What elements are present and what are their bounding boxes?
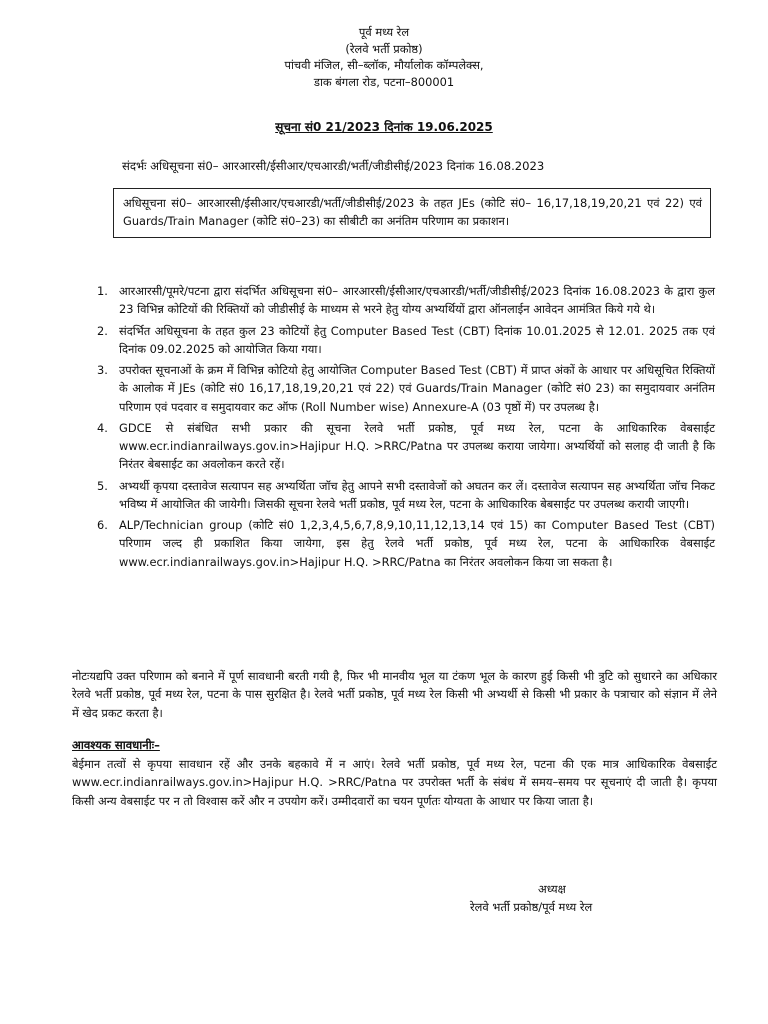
point-text: अभ्यर्थी कृपया दस्तावेज सत्यापन सह अभ्यर्थिता जॉच हेतु आपने सभी दस्तावेजों को अघतन कर लें। दस्तावेज सत्यापन सह अभ्यर्थिता जॉच निकट भविष्य में आयोजित की जायेगी। जिसकी सूचना रेलवे भर्ती प्रकोष्ठ, पूर्व मध्य रेल, पटना के आधिकारिक बेबसाईट पर उपलब्ध करायी जाएगी। [119, 478, 715, 511]
list-item [97, 477, 715, 514]
point-number: 6. [97, 518, 108, 532]
list-item [97, 282, 715, 319]
subject-text: अधिसूचना सं0– आरआरसी/ईसीआर/एचआरडी/भर्ती/जीडीसीई/2023 के तहत JEs (कोटि सं0– 16,17,18,19,20,21 एवं 22) एवं Guards/Train Manager (कोटि सं0–23) का सीबीटी का अनंतिम परिणाम का प्रकाशन। [123, 196, 702, 228]
list-item [97, 361, 715, 416]
point-number: 5. [97, 478, 108, 493]
list-item [97, 419, 715, 474]
signatory-office: रेलवे भर्ती प्रकोष्ठ/पूर्व मध्य रेल [470, 900, 593, 915]
reference-line: संदर्भः अधिसूचना सं0– आरआरसी/ईसीआर/एचआरडी/भर्ती/जीडीसीई/2023 दिनांक 16.08.2023 [122, 159, 545, 173]
signature-block [470, 880, 710, 917]
signatory-title: अध्यक्ष [538, 882, 566, 896]
point-text: GDCE से संबंधित सभी प्रकार की सूचना रेलवे भर्ती प्रकोष्ठ, पूर्व मध्य रेल, पटना के आधिकारिक वेबसाईट www.ecr.indianrailways.gov.in>Hajipur H.Q. >RRC/Patna पर उपलब्ध कराया जायेगा। अभ्यर्थियों को सलाह दी जाती है कि निरंतर बेबसाईट का अवलोकन करते रहें। [119, 420, 715, 472]
list-item [97, 322, 715, 359]
point-number: 1. [97, 284, 108, 298]
point-text: संदर्भित अधिसूचना के तहत कुल 23 कोटियों हेतु Computer Based Test (CBT) दिनांक 10.01.2025 से 12.01. 2025 तक एवं दिनांक 09.02.2025 को आयोजित किया गया। [119, 323, 715, 356]
disclaimer-note: नोटःयद्यपि उक्त परिणाम को बनाने में पूर्ण सावधानी बरती गयी है, फिर भी मानवीय भूल या टंकण भूल के कारण हुई किसी भी त्रुटि को सुधारने का अधिकार रेलवे भर्ती प्रकोष्ठ, पूर्व मध्य रेल, पटना के पास सुरक्षित है। रेलवे भर्ती प्रकोष्ठ, पूर्व मध्य रेल किसी भी अभ्यर्थी से किसी भी प्रकार के पत्राचार को संज्ञान में लेने में खेद प्रकट करता है। [72, 669, 717, 720]
letterhead-address-line1: पांचवी मंजिल, सी–ब्लॉक, मौर्यालोक कॉम्पलेक्स, [284, 58, 484, 73]
letterhead-address-line2: डाक बंगला रोड, पटना–800001 [313, 74, 455, 89]
letterhead-railway-name: पूर्व मध्य रेल [358, 25, 410, 39]
notice-number: सूचना सं0 21/2023 दिनांक 19.06.2025 [275, 120, 493, 134]
caution-heading: आवश्यक सावधानीः– [72, 738, 160, 752]
point-text: आरआरसी/पूमरे/पटना द्वारा संदर्भित अधिसूचना सं0– आरआरसी/ईसीआर/एचआरडी/भर्ती/जीडीसीई/2023 दिनांक 16.08.2023 के द्वारा कुल 23 विभिन्न कोटियों की रिक्तियों को जीडीसीई के माध्यम से भरने हेतु योग्य अभ्यर्थियों द्वारा ऑनलाईन आवेदन आमंत्रित किये गये थे। [119, 284, 715, 317]
letterhead [0, 24, 768, 90]
point-number: 4. [97, 420, 108, 435]
caution-text: बेईमान तत्वों से कृपया सावधान रहें और उनके बहकावे में न आएं। रेलवे भर्ती प्रकोष्ठ, पूर्व मध्य रेल, पटना की एक मात्र आधिकारिक वेबसाईट www.ecr.indianrailways.gov.in>Hajipur H.Q. >RRC/Patna पर उपरोक्त भर्ती के संबंध में समय–समय पर सूचनाएं दी जाती है। कृपया किसी अन्य वेबसाईट पर न तो विश्वास करें और न उपयोग करें। उम्मीदवारों का चयन पूर्णतः योग्यता के आधार पर किया जाता है। [72, 757, 717, 808]
list-item [97, 516, 715, 571]
letterhead-cell-name: (रेलवे भर्ती प्रकोष्ठ) [345, 41, 423, 56]
point-text: उपरोक्त सूचनाओं के क्रम में विभिन्न कोटियो हेतु आयोजित Computer Based Test (CBT) में प्राप्त अंकों के आधार पर अधिसूचित रिक्तियों के आलोक में JEs (कोटि सं0 16,17,18,19,20,21 एवं 22) एवं Guards/Train Manager (कोटि सं0 23) का समुदायवार अनंतिम परिणाम एवं पदवार व समुदायवार कट ऑफ (Roll Number wise) Annexure-A (03 पृष्ठों में) पर उपलब्ध है। [119, 363, 715, 414]
subject-box [113, 188, 711, 238]
point-number: 3. [97, 363, 108, 377]
point-number: 2. [97, 323, 108, 338]
notice-points-list [97, 282, 715, 574]
point-text: ALP/Technician group (कोटि सं0 1,2,3,4,5,6,7,8,9,10,11,12,13,14 एवं 15) का Computer Based Test (CBT) परिणाम जल्द ही प्रकाशित किया जायेगा, इस हेतु रेलवे भर्ती प्रकोष्ठ, पूर्व मध्य रेल, पटना के आधिकारिक वेबसाईट www.ecr.indianrailways.gov.in>Hajipur H.Q. >RRC/Patna का निरंतर अवलोकन किया जा सकता है। [119, 518, 715, 569]
